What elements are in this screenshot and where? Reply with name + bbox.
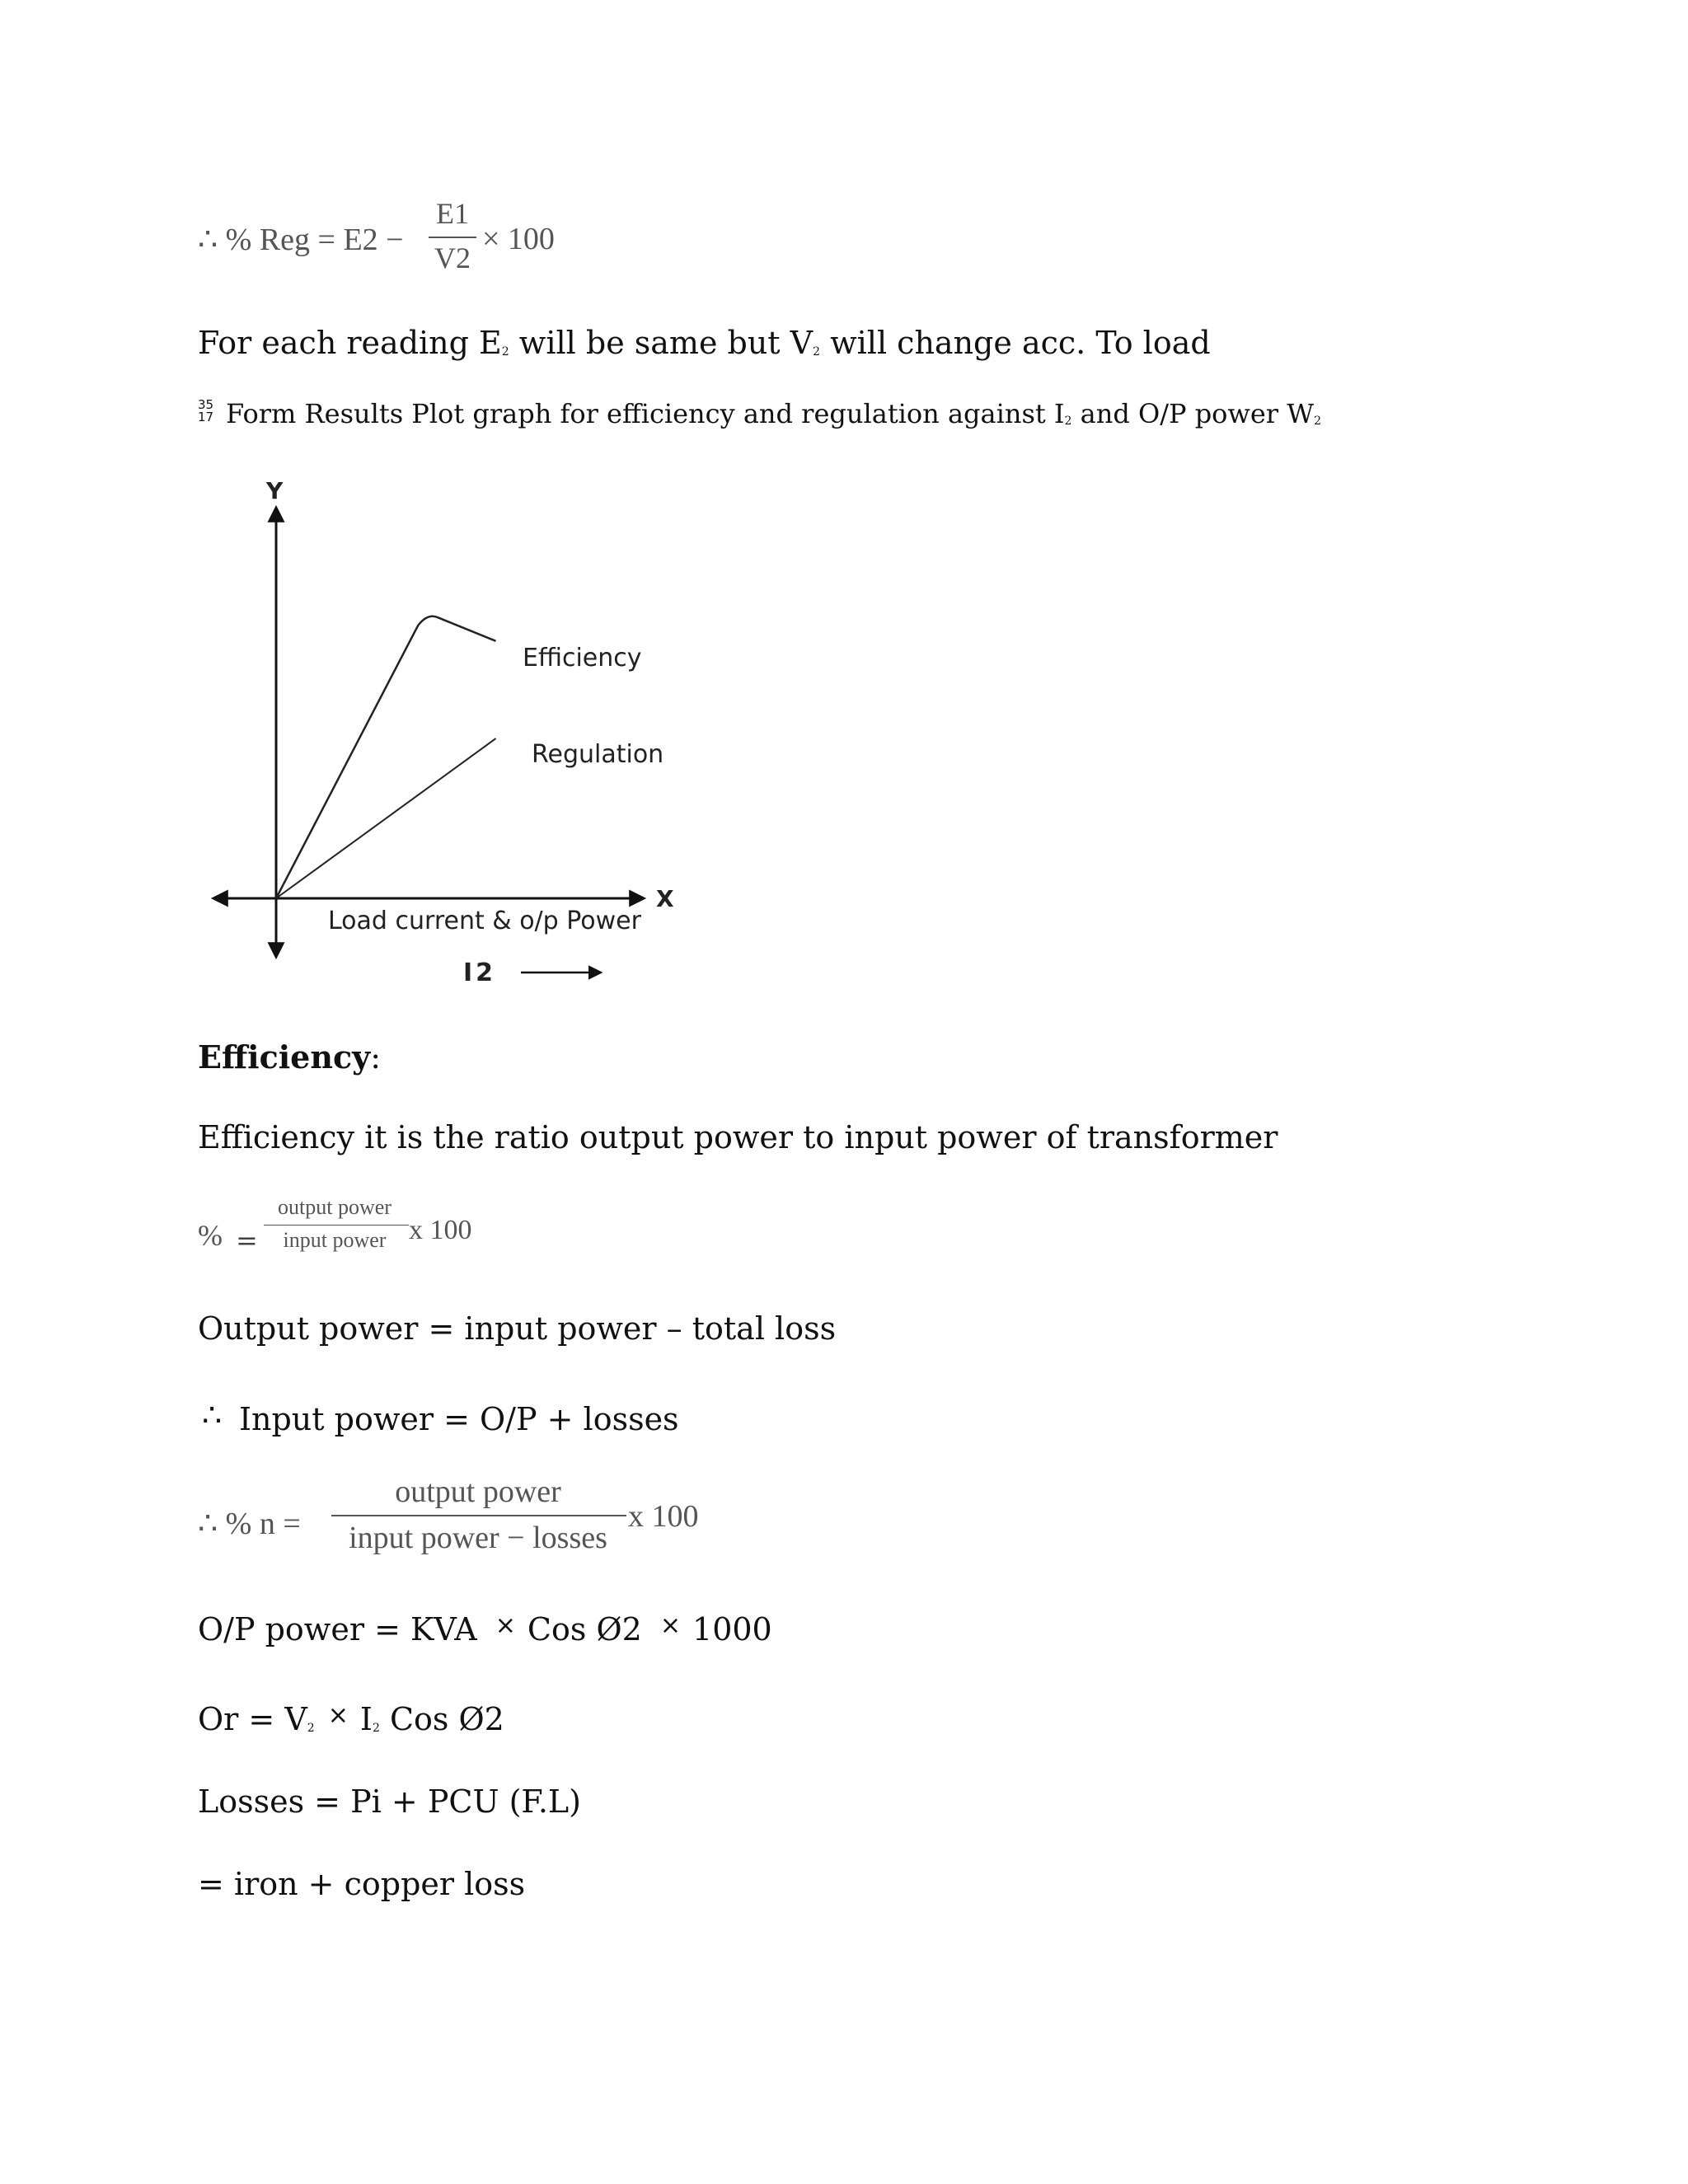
x-axis-label: X (656, 885, 674, 912)
y-axis-label: Y (266, 477, 284, 504)
series-label-efficiency: Efficiency (523, 644, 642, 673)
fraction-bar (264, 1225, 409, 1226)
multiply-icon: × (327, 1701, 349, 1730)
form-results-line: 35 17 Form Results Plot graph for efficiency and regulation against I2 and O/P power W2 (198, 397, 1322, 429)
eff2-lhs: ∴ % n = (198, 1507, 301, 1541)
series-label-regulation: Regulation (532, 740, 664, 769)
reg-formula-prefix: ∴ % Reg = E2 − (198, 223, 404, 257)
losses-line: Losses = Pi + PCU (F.L) (198, 1783, 581, 1820)
reg-formula-numerator: E1 (436, 197, 469, 230)
reg-formula-denominator: V2 (434, 241, 471, 274)
percent-symbol: % (198, 1219, 223, 1252)
series-line-regulation (276, 738, 496, 898)
reg-formula-suffix: × 100 (482, 222, 555, 256)
efficiency-regulation-chart (0, 0, 1688, 1022)
eff1-numerator: output power (278, 1195, 392, 1219)
efficiency-definition: Efficiency it is the ratio output power to input power of transformer (198, 1119, 1278, 1155)
eff2-numerator: output power (395, 1474, 561, 1509)
x-indicator-label: I2 (463, 958, 497, 987)
sequence-icon: 35 17 (198, 397, 214, 424)
or-line: Or = V2 × I2 Cos Ø2 (198, 1701, 504, 1737)
input-power-line: Input power = O/P + losses (239, 1401, 679, 1437)
efficiency-heading: Efficiency: (198, 1038, 381, 1076)
eff1-suffix: x 100 (409, 1215, 472, 1245)
x-axis-title: Load current & o/p Power (328, 907, 641, 935)
eff2-denominator: input power − losses (349, 1521, 607, 1555)
op-power-line: O/P power = KVA × Cos Ø2 × 1000 (198, 1611, 772, 1647)
eff1-denominator: input power (283, 1228, 387, 1252)
equals-sign: = (236, 1225, 258, 1256)
fraction-bar (331, 1515, 626, 1516)
e2-statement: For each reading E2 will be same but V2 will change acc. To load (198, 325, 1211, 361)
multiply-icon: × (495, 1611, 516, 1640)
series-line-efficiency (276, 616, 496, 898)
eff2-suffix: x 100 (628, 1499, 699, 1534)
output-power-line: Output power = input power – total loss (198, 1310, 837, 1347)
therefore-symbol: ∴ (202, 1397, 223, 1433)
iron-copper-line: = iron + copper loss (198, 1866, 526, 1902)
multiply-icon: × (659, 1611, 682, 1640)
